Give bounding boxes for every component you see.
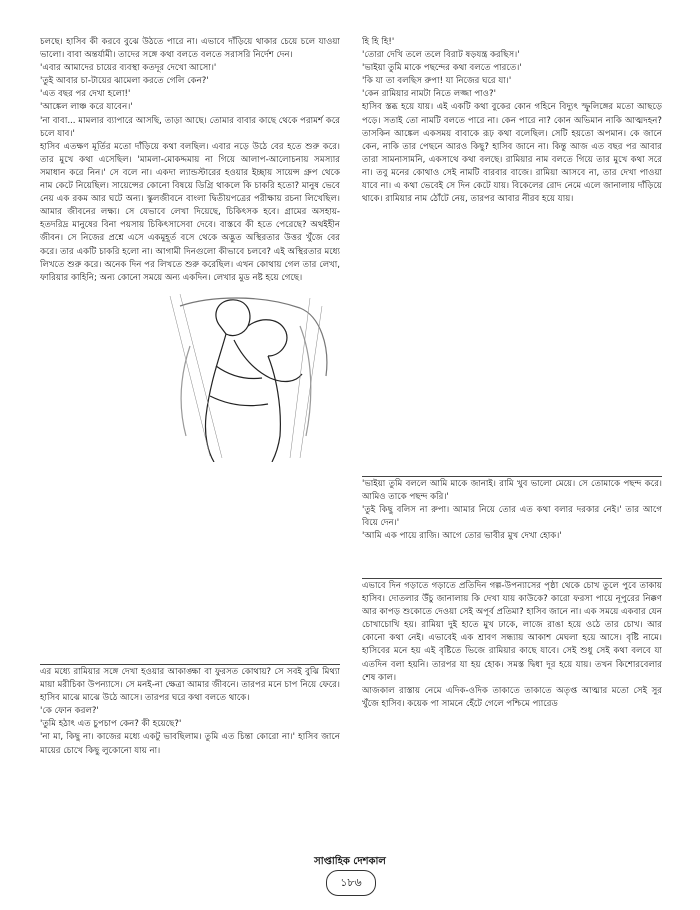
paragraph: 'না মা, কিছু না। কাজের মধ্যে একটু ভাবছিলাম। তুমি এত চিন্তা কোরো না।' হাসিব জানে মায়ের চোখে কিছু লুকোনো যায় না।: [40, 732, 340, 756]
paragraph: 'তুমি হঠাৎ এত চুপচাপ কেন? কী হয়েছে?': [40, 719, 182, 730]
paragraph: হাসিব স্তব্ধ হয়ে যায়। এই একটি কথা বুকের কোন গহিনে বিদ্যুৎ স্ফুলিঙ্গের মতো আছড়ে পড়ে। সতাই তো নামটি বলতে পারে না। কেন পারে না? কোন অভিমান নাকি আত্মদহন? তাসকিন আঙ্কেল একসময় বাবাকে রূঢ় কথা বলেছিল। সেটি হয়তো অপমান। কে জানে কেন, নাকি তার পেছনে আরও কিছু? হাসিব জানে না। কিন্তু আজ এত বছর পর আবার তারা সামনাসামনি, একসাথে কথা বলছে। রামিয়ার নাম বলতে গিয়ে তার মুখে কথা সরে না। তবু মনের কোথাও সেই নামটি বারবার বাজে। রামিয়া আসবে না, তার দেখা পাওয়া যাবে না। এ কথা ভেবেই সে দিন কেটে যায়। বিকেলের রোদ নেমে এলে জানালায় দাঁড়িয়ে থাকে। রামিয়ার নাম ঠোঁটে নেয়, তারপর আবার নীরব হয়ে যায়।: [362, 102, 662, 205]
article-column-right-top: [362, 36, 662, 468]
paragraph: 'ভাইয়া তুমি বললে আমি মাকে জানাই। রামি খুব ভালো মেয়ে। সে তোমাকে পছন্দ করে। আমিও তাকে পছন্দ করি।': [362, 479, 662, 503]
paragraph: 'আঙ্কেল লাঞ্চ করে যাবেন।': [40, 102, 133, 113]
paragraph: 'না বাবা... মামলার ব্যাপারে আসছি, তাড়া আছে। তোমার বাবার কাছে থেকে পরামর্শ করে চলে যাব।': [40, 115, 340, 139]
paragraph: হাসিব এতক্ষণ মূর্তির মতো দাঁড়িয়ে কথা বলছিল। এবার নড়ে উঠে বের হতে শুরু করে। তার মুখে কথা এসেছিল। 'মামলা-মোকদ্দমায় না গিয়ে আলাপ-আলোচনায় সমস্যার সমাধান করে নিন।' সে বলে না। একদা ল্যান্ডস্টারের হওয়ার ইচ্ছায় সায়েন্স গ্রুপ থেকে নাম কেটে নিয়েছিল। সায়েন্সের কোনো বিষয়ে ডিগ্রি থাকলে কি চাকরি হতো? মানুষ ভেবে নেয় এক রকম আর ঘটে অন্য। স্কুলজীবনে বাংলা দ্বিতীয়পত্রের পরীক্ষায় রচনা লিখেছিল। আমার জীবনের লক্ষ্য। সে যেভাবে লেখা দিয়েছে, চিকিৎসক হবে। গ্রামের অসহায়-হতদরিদ্র মানুষের বিনা পয়সায় চিকিৎসাসেবা দেবে। বাস্তবে কী হতে পেরেছে? অথইহীন জীবন। সে নিজের প্রশ্নে এসে একমুহূর্ত বসে থেকে অদ্ভুত অস্থিরতার উত্তর খুঁজে বের করে। তার একটি চাকরি হলো না। আগামী দিনগুলো কীভাবে চলবে? এই অস্থিরতার মধ্যে লিখতে শুরু করে। অনেক দিন পর লিখতে শুরু করেছিল। এখন কোথায় গেল তার লেখা, ফারিয়ার কাহিনি; অন্য কোনো সময়ে অন্য একদিন। লেখার মুড নষ্ট হয়ে গেছে।: [40, 141, 340, 283]
section-divider: [362, 476, 662, 477]
section-divider: [362, 578, 662, 579]
paragraph: 'তুই আবার চা-টায়ের ঝামেলা করতে গেলি কেন?': [40, 76, 209, 87]
paragraph: 'এত বছর পর দেখা হলো!': [40, 89, 131, 100]
paragraph: হি হি হি!': [362, 37, 395, 47]
page-number: ১৮৬: [326, 870, 376, 896]
paragraph: চলছে। হাসিব কী করবে বুঝে উঠতে পারে না। এভাবে দাঁড়িয়ে থাকার চেয়ে চলে যাওয়া ভালো। বাবা অন্তর্যামী। তাদের সঙ্গে কথা বলতে বলতে সরাসরি নির্দেশ দেন।: [40, 37, 340, 61]
paragraph: 'তুই কিছু বলিস না রুপা। আমার নিয়ে তোর এত কথা বলার দরকার নেই।' তার আগে বিয়ে দেন।': [362, 505, 662, 529]
article-column-left-bottom: [40, 666, 340, 884]
article-column-right-middle: [362, 478, 662, 570]
paragraph: আজকাল রাস্তায় নেমে এদিক-ওদিক তাকাতে তাকাতে অতৃপ্ত আত্মার মতো সেই সুর খুঁজে হাসিব। কয়েক পা সামনে হেঁটে গেলে পশ্চিমে প্যারেড: [362, 685, 662, 709]
paragraph: এর মধ্যে রামিয়ার সঙ্গে দেখা হওয়ার আকাঙ্ক্ষা বা ফুরসত কোথায়? সে সবই বুঝি মিথ্যা মায়া মরীচিকা উপন্যাসে। সে মনই-না ক্ষেত্রা আমার জীবনে। তারপর মনে চাপ নিয়ে ফেরে। হাসিব মাঝে মাঝে উঠে আসে। তারপর ঘরে কথা বলতে থাকে।: [40, 667, 340, 704]
paragraph: 'কে ফোন করল?': [40, 706, 99, 717]
article-column-right-bottom: [362, 580, 662, 884]
paragraph: এভাবে দিন গড়াতে গড়াতে প্রতিদিন গল্প-উপন্যাসের পৃষ্ঠা থেকে চোখ তুলে পুবে তাকায় হাসিব। দোতলার উঁচু জানালায় কি দেখা যায় কাউকে? কারো ফরসা পায়ে নূপুরের নিক্কণ আর কাপড় শুকোতে দেওয়া সেই অপূর্ব প্রতিমা? হাসিব জানে না। এক সময়ে একবার যেন চোখাচোখি হয়। রামিয়া দুই হাতে মুখ ঢাকে, লাজে রাঙা হয়ে ওঠে তার চোখ। আর কোনো কথা নেই। এভাবেই এক শ্রাবণ সন্ধ্যায় আকাশ মেঘলা হয়ে আসে। বৃষ্টি নামে। হাসিবের মনে হয় এই বৃষ্টিতে ভিজে রামিয়ার কাছে যাবে। সেই শুধু সেই কথা বলবে যা এতদিন বলা হয়নি। তারপর যা হয় হোক। সমস্ত দ্বিধা দূর হয়ে যায়। তখন কিশোরবেলার শেষ কাল।: [362, 581, 662, 683]
paragraph: 'কেন রামিয়ার নামটা নিতে লজ্জা পাও?': [362, 89, 496, 100]
paragraph: 'কি যা তা বলছিস রুপা! যা নিজের ঘরে যা।': [362, 76, 512, 87]
section-divider: [40, 664, 340, 665]
paragraph: 'আমি এক পায়ে রাজি। আগে তোর ভাবীর মুখ দেখা হোক।': [362, 531, 562, 542]
magazine-name: সাপ্তাহিক দেশকাল: [314, 856, 386, 867]
couple-embrace-illustration: [150, 286, 340, 462]
paragraph: 'ভাইয়া তুমি মাকে পছন্দের কথা বলতে পারতে।': [362, 63, 522, 74]
paragraph: 'তোরা দেখি তলে তলে বিরাট ষড়যন্ত্র করছিস।': [362, 50, 520, 61]
paragraph: 'এবার আমাদের চায়ের ব্যবস্থা কতদূর দেখো আসো।': [40, 63, 217, 74]
